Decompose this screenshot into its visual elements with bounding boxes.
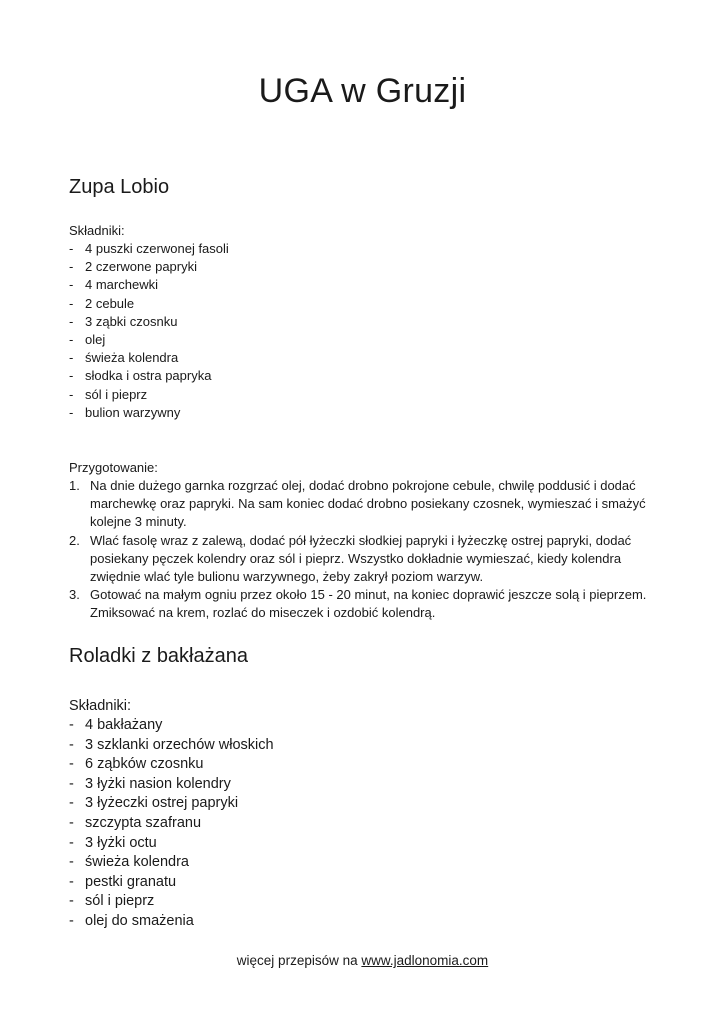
list-dash: -: [69, 756, 74, 773]
list-dash: -: [69, 834, 74, 851]
ingredient-text: 2 cebule: [85, 295, 135, 311]
list-dash: -: [69, 775, 74, 792]
list-item: [69, 736, 274, 756]
list-dash: -: [69, 912, 74, 929]
list-item: [69, 349, 229, 367]
list-item: [69, 258, 229, 276]
list-item: [69, 313, 229, 331]
list-dash: -: [69, 368, 74, 384]
ingredient-text: pestki granatu: [85, 873, 177, 890]
ingredient-text: świeża kolendra: [85, 854, 189, 871]
ingredient-text: 4 marchewki: [85, 277, 158, 293]
list-dash: -: [69, 404, 74, 420]
list-item: [69, 386, 229, 404]
list-dash: -: [69, 295, 74, 311]
list-dash: -: [69, 873, 74, 890]
ingredients-list: [69, 240, 229, 422]
list-item: [69, 276, 229, 294]
recipe-title-roladki: Roladki z bakłażana: [69, 645, 248, 667]
list-item: [69, 295, 229, 313]
list-dash: -: [69, 313, 74, 329]
list-dash: -: [69, 717, 74, 733]
ingredient-text: słodka i ostra papryka: [85, 368, 212, 384]
list-item: [69, 834, 274, 854]
list-dash: -: [69, 277, 74, 293]
list-dash: -: [69, 241, 74, 256]
ingredient-text: 3 szklanki orzechów włoskich: [85, 736, 274, 753]
list-dash: -: [69, 795, 74, 812]
list-item: [69, 755, 274, 775]
list-item: [69, 892, 274, 912]
list-item: [69, 404, 229, 422]
list-item: [69, 794, 274, 814]
list-item: [69, 367, 229, 385]
page-title: UGA w Gruzji: [258, 72, 467, 110]
list-item: [69, 331, 229, 349]
list-dash: -: [69, 814, 74, 831]
list-item: [69, 240, 229, 258]
ingredient-text: 3 łyżeczki ostrej papryki: [85, 795, 239, 812]
ingredient-text: 3 łyżki nasion kolendry: [85, 775, 231, 792]
preparation-steps: [69, 477, 657, 623]
list-item: [69, 912, 274, 932]
list-item: [69, 853, 274, 873]
ingredient-text: sól i pieprz: [85, 386, 148, 402]
step-text: Wlać fasolę wraz z zalewą, dodać pół łyżeczki słodkiej papryki i łyżeczkę ostrej papryki, dodać posiekany pęczek kolendry oraz sól i pieprz. Wszystko dokładnie wymieszać, kiedy kolendra zwiędnie wlać tyle bulionu warzywnego, żeby zakrył poziom warzyw.: [90, 532, 632, 585]
ingredient-text: olej do smażenia: [85, 912, 194, 929]
footer-text: więcej przepisów na: [236, 953, 358, 968]
website-link[interactable]: www.jadlonomia.com: [361, 953, 489, 968]
list-dash: -: [69, 332, 74, 348]
ingredients-label: Składniki:: [69, 698, 132, 714]
step-text: Gotować na małym ogniu przez około 15 - 20 minut, na koniec doprawić jeszcze solą i pieprzem. Zmiksować na krem, rozlać do miseczek i ozdobić kolendrą.: [90, 587, 647, 621]
step-text: Na dnie dużego garnka rozgrzać olej, dodać drobno pokrojone cebule, chwilę poddusić i dodać marchewkę oraz papryki. Na sam koniec dodać drobno posiekany czosnek, wymieszać i smażyć kolejne 3 minuty.: [90, 478, 646, 530]
footer: [0, 953, 725, 968]
step-item: [69, 532, 657, 587]
ingredients-list: [69, 716, 274, 932]
list-item: [69, 814, 274, 834]
ingredient-text: 4 puszki czerwonej fasoli: [85, 241, 229, 256]
ingredient-text: 3 łyżki octu: [85, 834, 157, 851]
list-dash: -: [69, 854, 74, 871]
list-dash: -: [69, 386, 74, 402]
list-dash: -: [69, 736, 74, 753]
recipe-title-zupa-lobio: Zupa Lobio: [69, 176, 170, 198]
list-item: [69, 873, 274, 893]
list-dash: -: [69, 350, 74, 366]
preparation-label: Przygotowanie:: [69, 460, 158, 475]
step-number: 1.: [69, 478, 80, 493]
ingredient-text: 6 ząbków czosnku: [85, 756, 204, 773]
ingredient-text: sól i pieprz: [85, 893, 155, 910]
ingredient-text: 4 bakłażany: [85, 717, 163, 733]
step-item: [69, 477, 657, 532]
ingredient-text: szczypta szafranu: [85, 814, 202, 831]
step-item: [69, 586, 657, 622]
ingredient-text: 3 ząbki czosnku: [85, 313, 178, 329]
list-item: [69, 716, 274, 736]
ingredient-text: bulion warzywny: [85, 404, 181, 420]
list-dash: -: [69, 259, 74, 275]
ingredients-label: Składniki:: [69, 223, 125, 238]
list-dash: -: [69, 893, 74, 910]
step-number: 2.: [69, 532, 80, 548]
step-number: 3.: [69, 587, 80, 603]
list-item: [69, 775, 274, 795]
ingredient-text: olej: [85, 332, 106, 348]
ingredient-text: świeża kolendra: [85, 350, 179, 366]
ingredient-text: 2 czerwone papryki: [85, 259, 197, 275]
